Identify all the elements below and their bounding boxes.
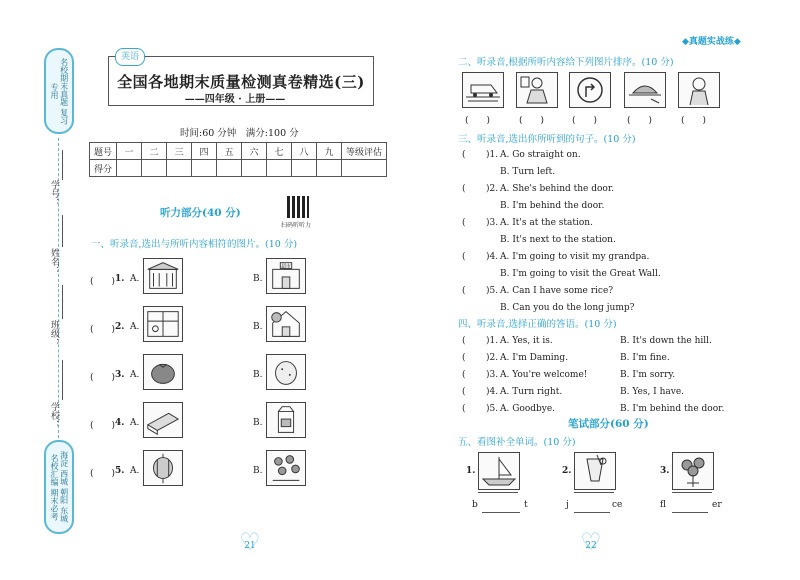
s5-num-3: 3. [660,466,670,476]
s3-option-b: B. I'm behind the door. [500,201,605,211]
s5-guide-line [672,492,712,493]
house-icon[interactable] [266,306,306,342]
classroom-icon[interactable] [143,306,183,342]
label-student-id: 学号： [49,180,59,207]
score-cell[interactable] [267,160,292,177]
section5-title: 五、看图补全单词。(10 分) [458,437,576,448]
hat-icon [624,72,666,108]
binding-margin [0,0,86,580]
time-score: 时间:60 分钟 满分:100 分 [180,128,299,139]
score-cell[interactable] [117,160,142,177]
section4-title: 四、听录音,选择正确的答语。(10 分) [458,319,617,330]
s1-num: 4. [115,418,125,428]
s1-num: 2. [115,322,125,332]
s5-prefix-1: b [472,500,478,510]
potato-icon[interactable] [266,354,306,390]
s3-num: )5. [486,286,499,296]
subject-tag: 英语 [115,48,145,66]
table-header: 九 [317,143,342,160]
s4-num: )5. [486,404,499,414]
s1-b-label: B. [253,274,263,284]
s3-paren[interactable]: ( [462,184,466,194]
blank-name [62,215,63,247]
qr-label: 扫码听听力 [281,222,312,229]
s3-num: )3. [486,218,499,228]
s4-num: )2. [486,353,499,363]
s1-paren[interactable]: ( ) [90,469,116,479]
s4-option-b: B. I'm fine. [620,353,670,363]
score-cell[interactable] [192,160,217,177]
s4-option-a: A. You're welcome! [500,370,588,380]
s5-suffix-2: ce [612,500,623,510]
score-cell[interactable] [317,160,342,177]
s4-paren[interactable]: ( [462,370,466,380]
s1-num: 3. [115,370,125,380]
s3-option-b: B. Can you do the long jump? [500,303,635,313]
s3-num: )2. [486,184,499,194]
section1-title: 一、听录音,选出与所听内容相符的图片。(10 分) [91,239,298,250]
s3-paren[interactable]: ( [462,218,466,228]
s3-option-a: A. Can I have some rice? [500,286,614,296]
s1-a-label: A. [130,418,140,428]
section-tag: ◆真题实战练◆ [682,37,741,47]
s4-paren[interactable]: ( [462,353,466,363]
score-table-row [90,160,387,177]
s3-option-a: A. I'm going to visit my grandpa. [500,252,650,262]
s5-prefix-3: fl [660,500,667,510]
s3-paren[interactable]: ( [462,252,466,262]
supermarket-sign-text: 超市 [281,264,291,270]
supermarket-icon[interactable] [266,258,306,294]
table-header: 七 [267,143,292,160]
table-header: 三 [167,143,192,160]
s1-num: 5. [115,466,125,476]
page-number-left: ♡ 21 [239,536,261,554]
boy-icon [678,72,720,108]
flower-icon [672,452,714,490]
table-header: 一 [117,143,142,160]
s5-suffix-1: t [524,500,528,510]
row-label: 得分 [90,160,117,177]
sidebar-top-pill: 名校期末真题 复习专用 [44,48,74,134]
s5-guide-line [574,492,614,493]
s2-paren-1[interactable]: ( ) [465,116,491,126]
s5-guide-line [478,492,518,493]
grade-label: ——四年级 · 上册—— [184,94,286,105]
s4-num: )1. [486,336,499,346]
table-header: 五 [217,143,242,160]
s3-paren[interactable]: ( [462,286,466,296]
s3-option-b: B. Turn left. [500,167,556,177]
s2-paren-3[interactable]: ( ) [572,116,598,126]
s1-a-label: A. [130,466,140,476]
section3-title: 三、听录音,选出你所听到的句子。(10 分) [458,134,636,145]
score-cell[interactable] [217,160,242,177]
s2-paren-4[interactable]: ( ) [627,116,653,126]
section2-title: 二、听录音,根据所听内容给下列图片排序。(10 分) [458,57,674,68]
s2-paren-2[interactable]: ( ) [519,116,545,126]
bank-icon[interactable] [143,258,183,294]
s4-paren[interactable]: ( [462,387,466,397]
s1-paren[interactable]: ( ) [90,373,116,383]
score-cell[interactable] [142,160,167,177]
s3-option-b: B. I'm going to visit the Great Wall. [500,269,661,279]
blank-student-id [62,150,63,180]
table-header: 六 [242,143,267,160]
s4-option-b: B. It's down the hill. [620,336,712,346]
score-cell[interactable] [342,160,387,177]
table-header: 题号 [90,143,117,160]
score-cell[interactable] [242,160,267,177]
s3-option-a: A. Go straight on. [500,150,581,160]
label-school: 学校： [49,402,59,429]
boat-icon [478,452,520,490]
s4-option-a: A. Goodbye. [500,404,556,414]
s3-num: )4. [486,252,499,262]
lantern-icon[interactable] [143,450,183,486]
s1-num: 1. [115,274,125,284]
label-class: 班级： [49,320,59,347]
s5-suffix-3: er [712,500,722,510]
s3-paren[interactable]: ( [462,150,466,160]
s1-a-label: A. [130,322,140,332]
flowers-icon[interactable] [266,450,306,486]
s5-num-2: 2. [562,466,572,476]
s1-paren[interactable]: ( ) [90,325,116,335]
s1-paren[interactable]: ( ) [90,277,116,287]
tomato-icon[interactable] [143,354,183,390]
bread-icon[interactable] [143,402,183,438]
table-header: 八 [292,143,317,160]
s5-answer-1[interactable] [482,512,520,513]
table-header: 四 [192,143,217,160]
paper-title: 全国各地期末质量检测真卷精选(三) [117,73,365,91]
writing-title: 笔试部分(60 分) [568,418,649,430]
juice-icon [574,452,616,490]
s4-option-b: B. Yes, I have. [620,387,685,397]
score-cell[interactable] [167,160,192,177]
s4-option-b: B. I'm behind the door. [620,404,725,414]
s1-a-label: A. [130,274,140,284]
s4-num: )4. [486,387,499,397]
s3-num: )1. [486,150,499,160]
s2-paren-5[interactable]: ( ) [681,116,707,126]
s4-option-a: A. Turn right. [500,387,563,397]
s4-option-a: A. Yes, it is. [500,336,553,346]
s1-b-label: B. [253,370,263,380]
label-name: 姓名： [49,248,59,275]
milk-icon[interactable] [266,402,306,438]
s5-answer-2[interactable] [574,512,610,513]
s3-option-a: A. It's at the station. [500,218,593,228]
table-header: 二 [142,143,167,160]
blank-class [62,285,63,319]
train-icon [462,72,504,108]
s4-paren[interactable]: ( [462,404,466,414]
score-table [89,142,387,177]
qr-code-icon[interactable] [287,196,309,218]
score-table-header-row [90,143,387,160]
sidebar-bottom-pill: 海淀 西城 朝阳 东城 名校汇编 期末必考 [44,440,74,534]
s1-a-label: A. [130,370,140,380]
s1-b-label: B. [253,466,263,476]
score-cell[interactable] [292,160,317,177]
s5-prefix-2: j [566,500,569,510]
page-number-right: ♡ 22 [580,536,602,554]
turn-right-sign-icon [569,72,611,108]
driver-icon [516,72,558,108]
listening-title: 听力部分(40 分) [160,207,241,219]
s3-option-a: A. She's behind the door. [500,184,615,194]
s5-num-1: 1. [466,466,476,476]
blank-school [62,360,63,400]
table-header: 等级评估 [342,143,387,160]
s4-num: )3. [486,370,499,380]
s1-paren[interactable]: ( ) [90,421,116,431]
s1-b-label: B. [253,418,263,428]
s4-option-a: A. I'm Daming. [500,353,569,363]
s5-answer-3[interactable] [672,512,708,513]
s4-option-b: B. I'm sorry. [620,370,676,380]
s3-option-b: B. It's next to the station. [500,235,616,245]
s4-paren[interactable]: ( [462,336,466,346]
s1-b-label: B. [253,322,263,332]
